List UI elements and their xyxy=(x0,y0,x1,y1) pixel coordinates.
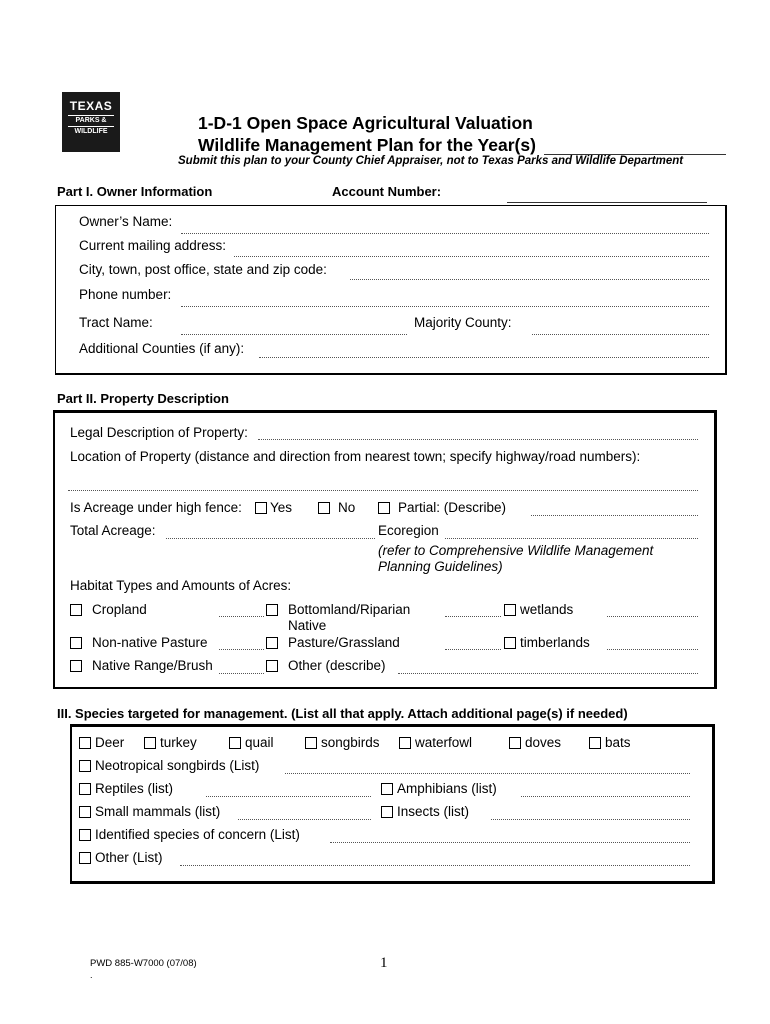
page-number: 1 xyxy=(380,955,388,971)
bats-label: bats xyxy=(605,735,631,750)
total-acreage-label: Total Acreage: xyxy=(70,523,156,538)
other-habitat-checkbox[interactable] xyxy=(266,660,278,672)
neotropical-checkbox[interactable] xyxy=(79,760,91,772)
majority-county-label: Majority County: xyxy=(414,315,512,330)
fence-no-checkbox[interactable] xyxy=(318,502,330,514)
wetlands-acres-field[interactable] xyxy=(607,616,698,617)
amphibians-label: Amphibians (list) xyxy=(397,781,497,796)
small-mammals-label: Small mammals (list) xyxy=(95,804,221,819)
title-line-2: Wildlife Management Plan for the Year(s) xyxy=(198,135,536,155)
pasture-label: Pasture/Grassland xyxy=(288,635,400,650)
fence-yes-label: Yes xyxy=(270,500,293,515)
pasture-acres-field[interactable] xyxy=(445,649,501,650)
mailing-address-field[interactable] xyxy=(234,256,709,257)
species-of-concern-checkbox[interactable] xyxy=(79,829,91,841)
timberlands-acres-field[interactable] xyxy=(607,649,698,650)
habitat-label: Habitat Types and Amounts of Acres: xyxy=(70,578,292,593)
amphibians-field[interactable] xyxy=(521,796,690,797)
legal-description-label: Legal Description of Property: xyxy=(70,425,248,440)
waterfowl-checkbox[interactable] xyxy=(399,737,411,749)
city-field[interactable] xyxy=(350,279,709,280)
majority-county-field[interactable] xyxy=(532,334,709,335)
cropland-checkbox[interactable] xyxy=(70,604,82,616)
account-number-field[interactable] xyxy=(507,202,707,203)
tract-name-field[interactable] xyxy=(181,334,407,335)
neotropical-field[interactable] xyxy=(285,773,690,774)
fence-no-label: No xyxy=(338,500,356,515)
amphibians-checkbox[interactable] xyxy=(381,783,393,795)
subtitle: Submit this plan to your County Chief Appraiser, not to Texas Parks and Wildlife Department xyxy=(178,155,684,167)
native-label: Native xyxy=(288,618,327,633)
nonnative-acres-field[interactable] xyxy=(219,649,264,650)
bats-checkbox[interactable] xyxy=(589,737,601,749)
native-range-label: Native Range/Brush xyxy=(92,658,213,673)
tpwd-logo xyxy=(62,92,120,152)
logo-line-3: WILDLIFE xyxy=(74,128,108,135)
footer-mark: . xyxy=(90,970,93,980)
city-label: City, town, post office, state and zip code: xyxy=(79,262,327,277)
ecoregion-note-1: (refer to Comprehensive Wildlife Management xyxy=(378,543,654,558)
title-line-1: 1-D-1 Open Space Agricultural Valuation xyxy=(198,113,533,133)
logo-line-1: TEXAS xyxy=(69,99,113,113)
logo-line-2: PARKS & xyxy=(68,115,114,127)
part3-heading: III. Species targeted for management. (List all that apply. Attach additional page(s) if needed) xyxy=(57,706,628,721)
pasture-checkbox[interactable] xyxy=(266,637,278,649)
ecoregion-note-2: Planning Guidelines) xyxy=(378,559,503,574)
fence-yes-checkbox[interactable] xyxy=(255,502,267,514)
other-habitat-field[interactable] xyxy=(398,673,698,674)
fence-partial-label: Partial: (Describe) xyxy=(398,500,507,515)
form-id: PWD 885-W7000 (07/08) xyxy=(90,958,197,969)
insects-label: Insects (list) xyxy=(397,804,470,819)
part1-heading: Part I. Owner Information xyxy=(57,184,213,199)
total-acreage-field[interactable] xyxy=(166,538,375,539)
high-fence-label: Is Acreage under high fence: xyxy=(70,500,242,515)
location-field[interactable] xyxy=(68,490,698,491)
tract-name-label: Tract Name: xyxy=(79,315,153,330)
reptiles-label: Reptiles (list) xyxy=(95,781,174,796)
phone-label: Phone number: xyxy=(79,287,172,302)
reptiles-field[interactable] xyxy=(206,796,371,797)
doves-checkbox[interactable] xyxy=(509,737,521,749)
neotropical-label: Neotropical songbirds (List) xyxy=(95,758,260,773)
insects-checkbox[interactable] xyxy=(381,806,393,818)
phone-field[interactable] xyxy=(181,306,709,307)
species-of-concern-label: Identified species of concern (List) xyxy=(95,827,300,842)
songbirds-label: songbirds xyxy=(321,735,380,750)
small-mammals-field[interactable] xyxy=(238,819,371,820)
cropland-acres-field[interactable] xyxy=(219,616,264,617)
quail-checkbox[interactable] xyxy=(229,737,241,749)
additional-counties-label: Additional Counties (if any): xyxy=(79,341,245,356)
other-species-label: Other (List) xyxy=(95,850,163,865)
wetlands-checkbox[interactable] xyxy=(504,604,516,616)
deer-checkbox[interactable] xyxy=(79,737,91,749)
species-of-concern-field[interactable] xyxy=(330,842,690,843)
waterfowl-label: waterfowl xyxy=(415,735,473,750)
account-number-label: Account Number: xyxy=(332,184,442,199)
owners-name-field[interactable] xyxy=(181,233,709,234)
native-range-checkbox[interactable] xyxy=(70,660,82,672)
mailing-address-label: Current mailing address: xyxy=(79,238,227,253)
insects-field[interactable] xyxy=(491,819,690,820)
bottomland-acres-field[interactable] xyxy=(445,616,501,617)
fence-partial-field[interactable] xyxy=(531,515,698,516)
other-species-field[interactable] xyxy=(180,865,690,866)
bottomland-label: Bottomland/Riparian xyxy=(288,602,411,617)
cropland-label: Cropland xyxy=(92,602,147,617)
timberlands-checkbox[interactable] xyxy=(504,637,516,649)
quail-label: quail xyxy=(245,735,274,750)
fence-partial-checkbox[interactable] xyxy=(378,502,390,514)
bottomland-checkbox[interactable] xyxy=(266,604,278,616)
additional-counties-field[interactable] xyxy=(259,357,709,358)
wetlands-label: wetlands xyxy=(520,602,574,617)
small-mammals-checkbox[interactable] xyxy=(79,806,91,818)
legal-description-field[interactable] xyxy=(258,439,698,440)
songbirds-checkbox[interactable] xyxy=(305,737,317,749)
ecoregion-field[interactable] xyxy=(445,538,698,539)
turkey-checkbox[interactable] xyxy=(144,737,156,749)
turkey-label: turkey xyxy=(160,735,197,750)
reptiles-checkbox[interactable] xyxy=(79,783,91,795)
nonnative-pasture-label: Non-native Pasture xyxy=(92,635,208,650)
other-species-checkbox[interactable] xyxy=(79,852,91,864)
timberlands-label: timberlands xyxy=(520,635,590,650)
doves-label: doves xyxy=(525,735,562,750)
ecoregion-label: Ecoregion xyxy=(378,523,439,538)
location-label: Location of Property (distance and direction from nearest town; specify highway/road numbers): xyxy=(70,449,641,464)
nonnative-pasture-checkbox[interactable] xyxy=(70,637,82,649)
native-range-acres-field[interactable] xyxy=(219,673,264,674)
deer-label: Deer xyxy=(95,735,125,750)
part2-heading: Part II. Property Description xyxy=(57,391,229,406)
owners-name-label: Owner’s Name: xyxy=(79,214,173,229)
other-habitat-label: Other (describe) xyxy=(288,658,386,673)
